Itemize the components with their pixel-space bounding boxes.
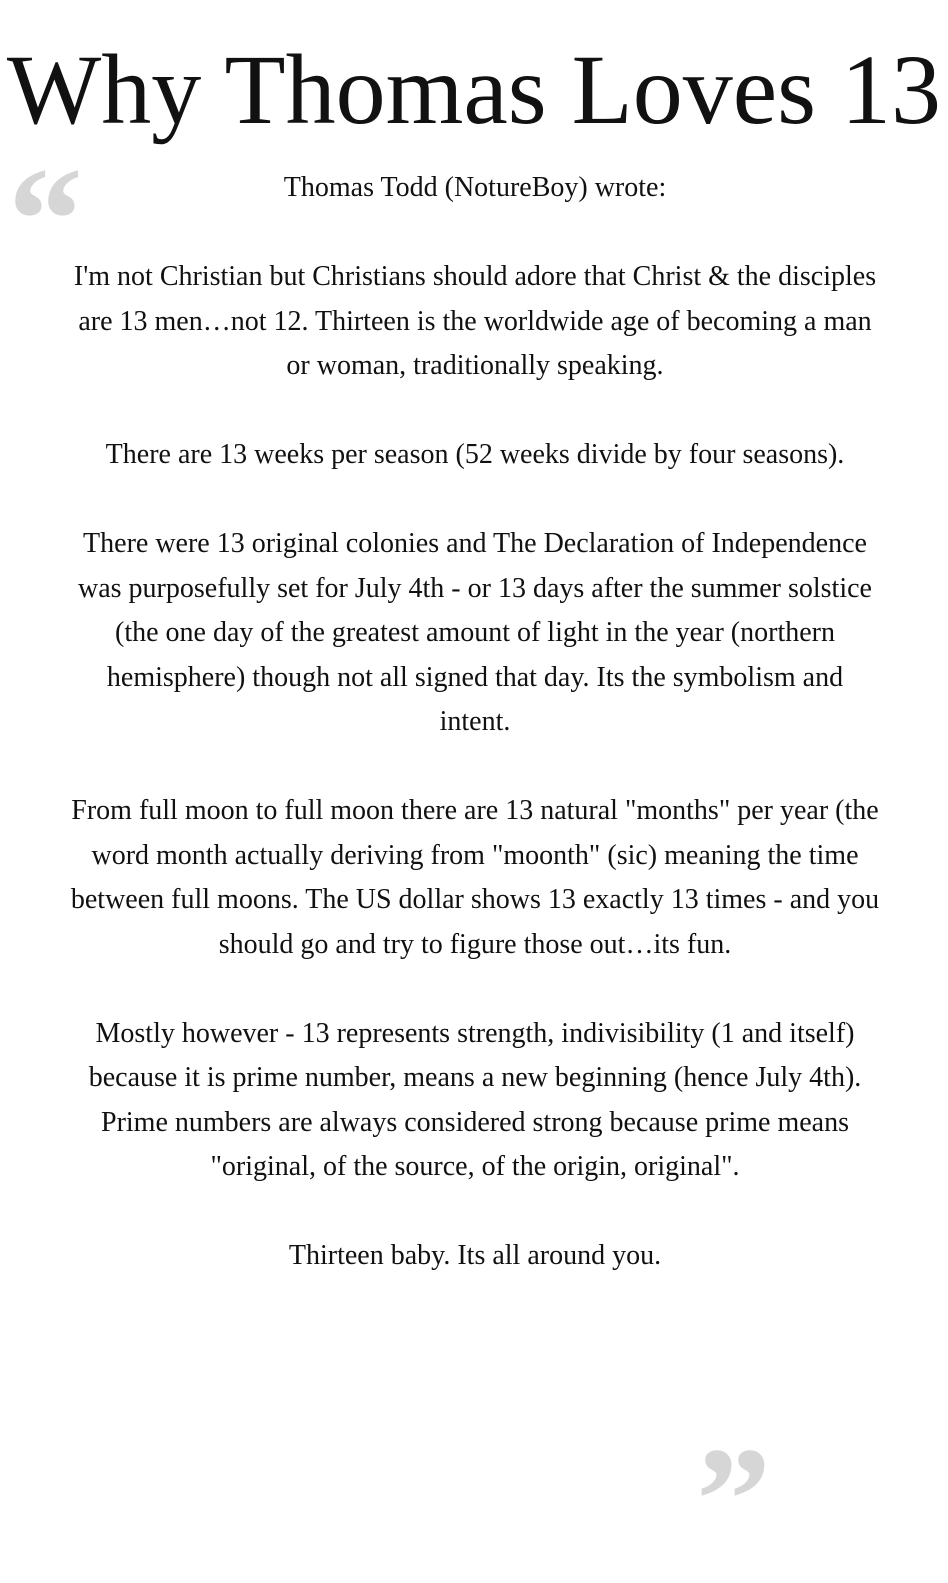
page-title: Why Thomas Loves 13 (6, 34, 942, 145)
paragraph-3: There were 13 original colonies and The Declaration of Independence was purposefully set for July 4th - or 13 days after the summer solstice (the one day of the greatest amount of light in the year (northern hemisphere) though not all signed that day. Its the symbolism and intent. (78, 528, 872, 737)
open-quote-icon: “ (8, 137, 83, 303)
paragraph-2: There are 13 weeks per season (52 weeks divide by four seasons). (105, 439, 845, 470)
paragraph-1: I'm not Christian but Christians should adore that Christ & the disciples are 13 men…not 12. Thirteen is the worldwide age of becoming a man or woman, traditionally speaking. (73, 261, 877, 381)
paragraph-6: Thirteen baby. Its all around you. (288, 1240, 662, 1271)
quote-body (70, 166, 880, 1323)
close-quote-icon: ” (696, 1417, 771, 1583)
paragraph-5: Mostly however - 13 represents strength, indivisibility (1 and itself) because it is prime number, means a new beginning (hence July 4th). Prime numbers are always considered strong because prime means "original, of the source, of the origin, original". (88, 1017, 862, 1182)
attribution: Thomas Todd (NotureBoy) wrote: (283, 172, 667, 203)
paragraph-4: From full moon to full moon there are 13 natural "months" per year (the word month actually deriving from "moonth" (sic) meaning the time between full moons. The US dollar shows 13 exactly 13 times - and you should go and try to figure those out…its fun. (70, 795, 880, 960)
